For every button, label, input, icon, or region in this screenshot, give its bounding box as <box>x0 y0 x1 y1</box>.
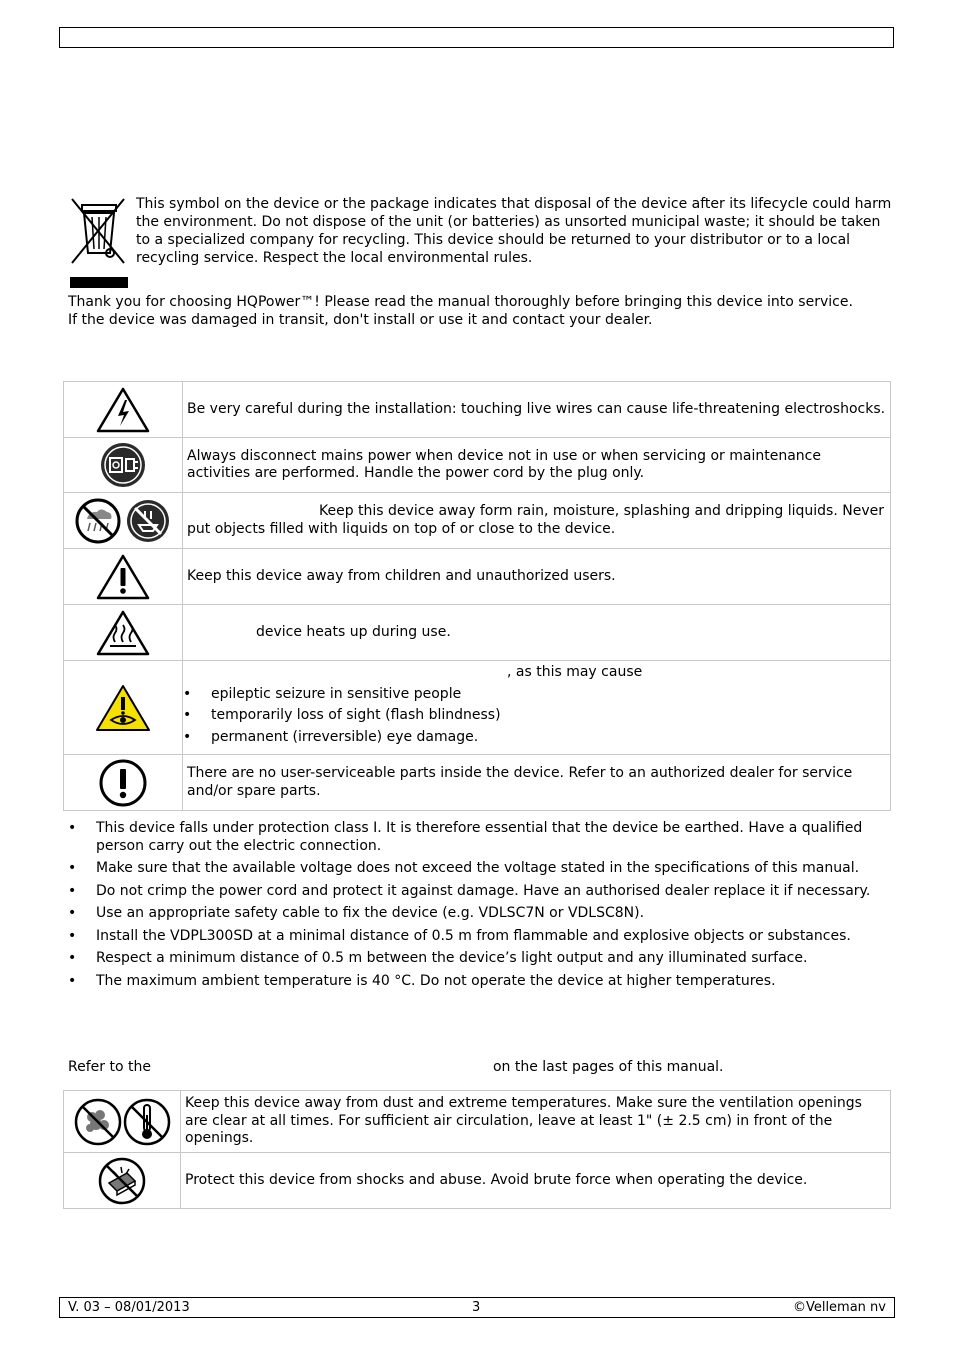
table-row <box>64 438 891 493</box>
safety-instructions-list <box>68 820 894 995</box>
list-item: • Install the VDPL300SD at a minimal distance of 0.5 m from flammable and explosive objects or substances. <box>68 928 894 946</box>
general-warning-icon <box>64 549 183 605</box>
intro-text <box>68 293 898 329</box>
guideline-text: Keep this device away from dust and extreme temperatures. Make sure the ventilation openings are clear at all times. For sufficient air circulation, leave at least 1" (± 2.5 cm) in front of the openings. <box>181 1091 891 1153</box>
footer-version: V. 03 – 08/01/2013 <box>68 1300 190 1315</box>
table-row <box>64 661 891 755</box>
safety-text: Be very careful during the installation: touching live wires can cause life-threatening electroshocks. <box>183 382 891 438</box>
crossed-out-wheelie-bin-icon <box>68 195 130 290</box>
footer-copyright: ©Velleman nv <box>792 1300 886 1315</box>
no-shocks-icon <box>64 1153 181 1209</box>
list-item: • Make sure that the available voltage does not exceed the voltage stated in the specifications of this manual. <box>68 860 894 878</box>
page-footer <box>59 1297 895 1318</box>
eye-hazard-list <box>183 686 886 747</box>
guideline-text: Protect this device from shocks and abuse. Avoid brute force when operating the device. <box>181 1153 891 1209</box>
list-item: • permanent (irreversible) eye damage. <box>183 729 886 747</box>
no-dust-extreme-temperature-icon <box>64 1091 181 1153</box>
safety-text: Always disconnect mains power when device not in use or when servicing or maintenance activities are performed. Handle the power cord by the plug only. <box>183 438 891 493</box>
safety-text: Keep this device away form rain, moisture, splashing and dripping liquids. Never put objects filled with liquids on top of or close to the device. <box>183 493 891 549</box>
eye-hazard-warning-icon <box>64 661 183 755</box>
safety-text: There are no user-serviceable parts inside the device. Refer to an authorized dealer for service and/or spare parts. <box>183 755 891 811</box>
electric-shock-warning-icon <box>64 382 183 438</box>
safety-text: , as this may cause • epileptic seizure in sensitive people • temporarily loss of sight (flash blindness) • permanent (irreversible) eye damage. <box>183 661 891 755</box>
table-row <box>64 382 891 438</box>
no-rain-no-splash-icon <box>64 493 183 549</box>
safety-text: Keep this device away from children and unauthorized users. <box>183 549 891 605</box>
weee-notice: This symbol on the device or the package indicates that disposal of the device after its lifecycle could harm the environment. Do not dispose of the unit (or batteries) as unsorted municipal waste; it should be taken to a specialized company for recycling. This device should be returned to your distributor or to a local recycling service. Respect the local environmental rules. <box>136 196 892 266</box>
list-item: • Respect a minimum distance of 0.5 m between the device’s light output and any illuminated surface. <box>68 950 894 968</box>
refer-text: Refer to the on the last pages of this manual. <box>68 1059 724 1075</box>
list-item: • Use an appropriate safety cable to fix the device (e.g. VDLSC7N or VDLSC8N). <box>68 905 894 923</box>
header-box <box>59 27 894 48</box>
table-row <box>64 605 891 661</box>
table-row <box>64 1153 891 1209</box>
guidelines-table <box>63 1090 891 1209</box>
table-row <box>64 493 891 549</box>
footer-page-number: 3 <box>472 1300 481 1315</box>
list-item: • temporarily loss of sight (flash blindness) <box>183 707 886 725</box>
intro-line-2: If the device was damaged in transit, don't install or use it and contact your dealer. <box>68 312 653 328</box>
exclamation-circle-icon <box>64 755 183 811</box>
list-item: • The maximum ambient temperature is 40 °C. Do not operate the device at higher temperatures. <box>68 973 894 991</box>
disconnect-plug-icon <box>64 438 183 493</box>
safety-text: device heats up during use. <box>183 605 891 661</box>
list-item: • This device falls under protection class I. It is therefore essential that the device be earthed. Have a qualified person carry out the electric connection. <box>68 820 894 855</box>
intro-line-1: Thank you for choosing HQPower™! Please read the manual thoroughly before bringing this device into service. <box>68 294 853 310</box>
table-row <box>64 549 891 605</box>
table-row <box>64 1091 891 1153</box>
safety-symbols-table <box>63 381 891 811</box>
list-item: • Do not crimp the power cord and protect it against damage. Have an authorised dealer replace it if necessary. <box>68 883 894 901</box>
list-item: • epileptic seizure in sensitive people <box>183 686 886 704</box>
hot-surface-icon <box>64 605 183 661</box>
table-row <box>64 755 891 811</box>
